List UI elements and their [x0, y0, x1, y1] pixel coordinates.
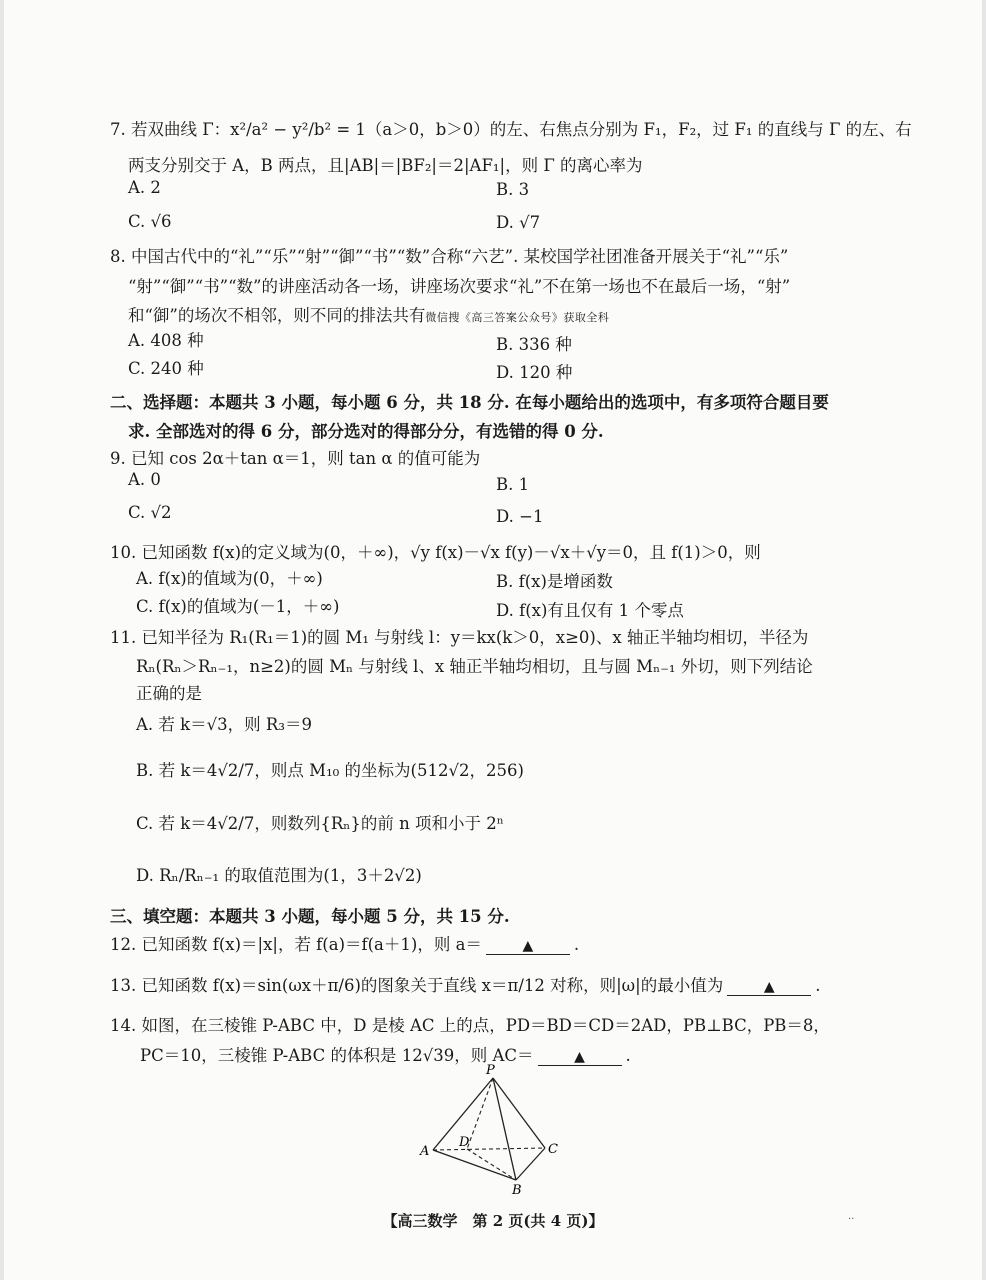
q8-line2: “射”“御”“书”“数”的讲座活动各一场，讲座场次要求“礼”不在第一场也不在最后一场，“射”: [128, 277, 791, 296]
q8-option-c: C. 240 种: [128, 359, 204, 378]
q13-line: [110, 972, 820, 996]
q9-option-a: A. 0: [128, 470, 161, 489]
q11-option-d: D. Rₙ/Rₙ₋₁ 的取值范围为(1，3＋2√2): [136, 866, 422, 885]
q14-end: .: [625, 1046, 631, 1065]
q9-stem: 9. 已知 cos 2α＋tan α＝1，则 tan α 的值可能为: [110, 449, 481, 468]
label-b: B: [512, 1183, 522, 1198]
label-c: C: [548, 1142, 558, 1157]
q12-stem: 12. 已知函数 f(x)＝|x|，若 f(a)＝f(a＋1)，则 a＝: [110, 935, 482, 954]
q8-line3: [128, 302, 609, 326]
q11-option-b: B. 若 k＝4√2/7，则点 M₁₀ 的坐标为(512√2，256): [136, 761, 524, 780]
section3-heading: 三、填空题：本题共 3 小题，每小题 5 分，共 15 分.: [110, 907, 510, 926]
q10-stem: 10. 已知函数 f(x)的定义域为(0，＋∞)，√y f(x)－√x f(y)－√x＋√y＝0，且 f(1)＞0，则: [110, 543, 761, 562]
q10-option-a: A. f(x)的值域为(0，＋∞): [136, 569, 323, 588]
q12-answer-blank[interactable]: [486, 935, 570, 955]
page-footer: 【高三数学 第 2 页(共 4 页)】: [382, 1212, 604, 1230]
scan-edge-left: [0, 0, 4, 1280]
q10-option-c: C. f(x)的值域为(－1，＋∞): [136, 597, 340, 616]
q11-line1: 11. 已知半径为 R₁(R₁＝1)的圆 M₁ 与射线 l：y＝kx(k＞0，x≥0)、x 轴正半轴均相切，半径为: [110, 628, 809, 647]
q12-line: [110, 931, 579, 955]
q7-option-a: A. 2: [128, 178, 161, 197]
q12-end: .: [573, 935, 580, 954]
q8-line1: 8. 中国古代中的“礼”“乐”“射”“御”“书”“数”合称“六艺”. 某校国学社团准备开展关于“礼”“乐”: [110, 247, 789, 266]
pyramid-figure: [415, 1062, 565, 1202]
triangle-marker-icon: ▲: [763, 979, 775, 995]
edge-ab: [433, 1150, 516, 1180]
q13-end: .: [815, 976, 821, 995]
label-a: A: [420, 1144, 430, 1159]
q9-option-b: B. 1: [496, 475, 530, 494]
q10-option-b: B. f(x)是增函数: [496, 572, 613, 591]
q8-line3-text: 和“御”的场次不相邻，则不同的排法共有: [128, 306, 426, 325]
triangle-marker-icon: ▲: [522, 938, 534, 954]
edge-ac-hidden: [433, 1148, 545, 1150]
segment-pd-hidden: [467, 1078, 493, 1149]
q9-option-c: C. √2: [128, 503, 172, 522]
q8-option-d: D. 120 种: [496, 363, 573, 382]
corner-mark: ··: [848, 1214, 855, 1225]
section2-heading-line2: 求. 全部选对的得 6 分，部分选对的得部分分，有选错的得 0 分.: [128, 422, 604, 441]
q13-answer-blank[interactable]: [727, 976, 811, 996]
triangle-marker-icon: ▲: [574, 1049, 585, 1065]
section2-heading-line1: 二、选择题：本题共 3 小题，每小题 6 分，共 18 分. 在每小题给出的选项中，有多项符合题目要: [110, 393, 829, 412]
watermark-note: 微信搜《高三答案公众号》获取全科: [425, 311, 610, 324]
label-p: P: [486, 1063, 495, 1078]
q7-option-d: D. √7: [496, 213, 541, 232]
q11-line3: 正确的是: [136, 684, 202, 703]
q14-line2-text: PC＝10，三棱锥 P-ABC 的体积是 12√39，则 AC＝: [140, 1046, 534, 1065]
q8-option-b: B. 336 种: [496, 335, 572, 354]
q11-option-c: C. 若 k＝4√2/7，则数列{Rₙ}的前 n 项和小于 2ⁿ: [136, 814, 504, 833]
q11-option-a: A. 若 k＝√3，则 R₃＝9: [136, 715, 312, 734]
edge-bc: [516, 1148, 545, 1180]
q13-stem: 13. 已知函数 f(x)＝sin(ωx＋π/6)的图象关于直线 x＝π/12 对称，则|ω|的最小值为: [110, 976, 724, 995]
q11-line2: Rₙ(Rₙ＞Rₙ₋₁，n≥2)的圆 Mₙ 与射线 l、x 轴正半轴均相切，且与圆 Mₙ₋₁ 外切，则下列结论: [136, 657, 813, 676]
q8-option-a: A. 408 种: [128, 331, 204, 350]
q14-line1: 14. 如图，在三棱锥 P-ABC 中，D 是棱 AC 上的点，PD＝BD＝CD＝2AD，PB⊥BC，PB＝8，: [110, 1016, 830, 1035]
scan-edge-right: [982, 0, 986, 1280]
q7-line2: 两支分别交于 A，B 两点，且|AB|＝|BF₂|＝2|AF₁|，则 Γ 的离心率为: [128, 156, 643, 175]
label-d: D: [459, 1135, 470, 1150]
q7-line1: 7. 若双曲线 Γ：x²/a² − y²/b² = 1（a＞0，b＞0）的左、右焦点分别为 F₁，F₂，过 F₁ 的直线与 Γ 的左、右: [110, 120, 912, 139]
q7-option-c: C. √6: [128, 212, 172, 231]
q10-option-d: D. f(x)有且仅有 1 个零点: [496, 601, 684, 620]
q9-option-d: D. −1: [496, 507, 544, 526]
q7-option-b: B. 3: [496, 180, 530, 199]
